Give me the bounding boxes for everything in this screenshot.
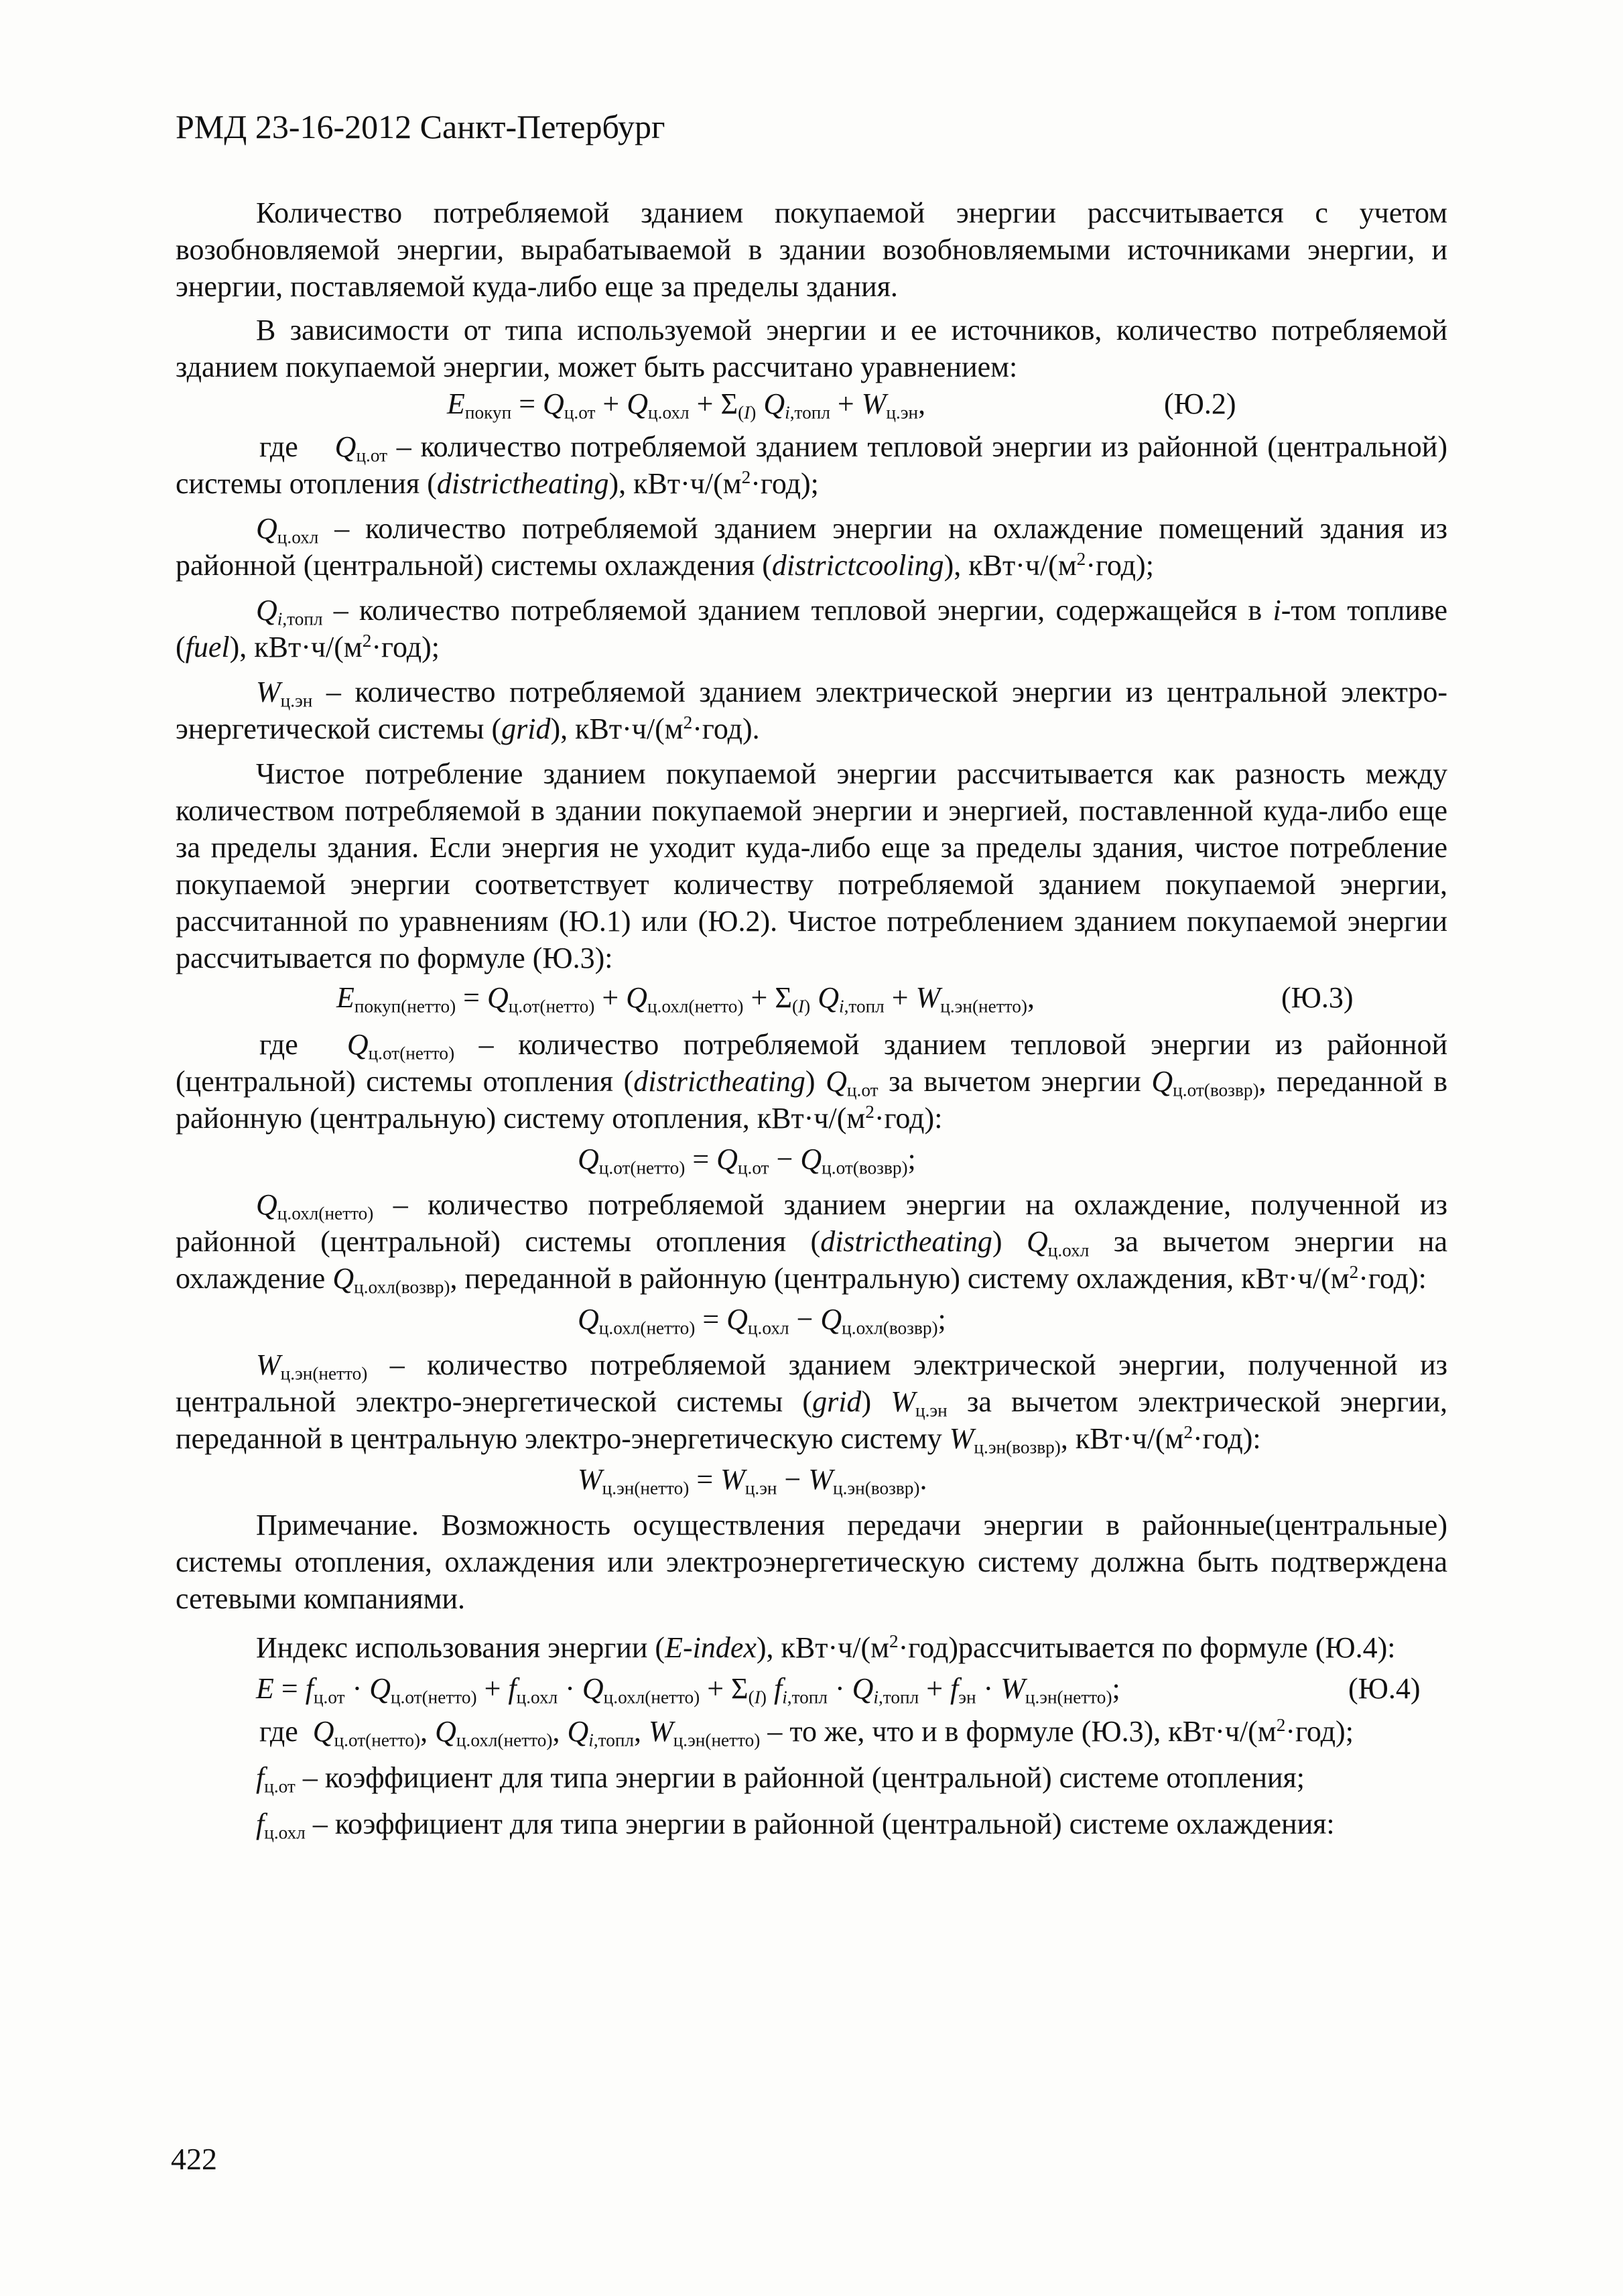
document-header: РМД 23-16-2012 Санкт-Петербург — [176, 108, 665, 145]
definition-w-el-net: $W_{ц.эн(нетто)}$ – количество потребляемой зданием электрической энергии, полученной из центральной электро-энергетической системы (grid) $W_{ц.эн}$ за вычетом электрической энергии, переданной в центральную электро-энергетическую систему $W_{ц.эн(возвр)}$, $кВт\cdot ч/(м^2\cdot год)$: — [176, 1348, 1447, 1458]
formula-w-el-net: $W_{ц.эн(нетто)} = W_{ц.эн} - W_{ц.эн(возвр)}$. — [578, 1463, 927, 1498]
definition-q-cool-net: $Q_{ц.охл(нетто)}$ – количество потребляемой зданием энергии на охлаждение, полученной из районной (центральной) системы отопления (districtheating) $Q_{ц.охл}$ за вычетом энергии на охлаждение $Q_{ц.охл(возвр)}$, переданной в районную (центральную) систему охлаждения, $кВт\cdot ч/(м^2\cdot год)$: — [176, 1188, 1447, 1297]
formula-u2-number: (Ю.2) — [1164, 387, 1236, 420]
formula-u4 — [176, 1666, 1447, 1709]
page-number: 422 — [171, 2142, 217, 2176]
paragraph-2: В зависимости от типа используемой энергии и ее источников, количество потребляемой зданием покупаемой энергии, может быть рассчитано уравнением: — [176, 314, 1447, 383]
formula-u2 — [176, 385, 1447, 428]
definition-q-heat: где $Q_{ц.от}$ – количество потребляемой зданием тепловой энергии из районной (центральной) системы отопления (districtheating), $кВт\cdot ч/(м^2\cdot год)$; — [176, 430, 1447, 500]
definition-q-fuel: $Q_{i,топл}$ – количество потребляемой зданием тепловой энергии, содержащейся в i-том топливе (fuel), $кВт\cdot ч/(м^2\cdot год)$; — [176, 594, 1447, 663]
formula-u3-number: (Ю.3) — [1281, 981, 1354, 1014]
body-text — [176, 194, 1447, 1842]
formula-u3 — [176, 976, 1447, 1019]
note: Примечание. Возможность осуществления передачи энергии в районные(центральные) системы отопления, охлаждения или электроэнергетическую систему должна быть подтверждена сетевыми компаниями. — [176, 1509, 1447, 1615]
definition-same: где $Q_{ц.от(нетто)}$, $Q_{ц.охл(нетто)}$, $Q_{i,топл}$, $W_{ц.эн(нетто)}$ – то же, что и в формуле (Ю.3), $кВт\cdot ч/(м^2\cdot год)$; — [259, 1715, 1354, 1750]
definition-f-heat: $f_{ц.от}$ – коэффициент для типа энергии в районной (центральной) системе отопления; — [256, 1761, 1305, 1797]
definition-w-el: $W_{ц.эн}$ – количество потребляемой зданием электрической энергии из центральной электро-энергетической системы (grid), $кВт\cdot ч/(м^2\cdot год)$. — [176, 676, 1447, 745]
formula-q-heat-net: $Q_{ц.от(нетто)} = Q_{ц.от} - Q_{ц.от(возвр)}$; — [578, 1143, 916, 1178]
formula-u3-expression: $E_{покуп(нетто)} = Q_{ц.от(нетто)} + Q_{ц.охл(нетто)} + \Sigma_{(I)}$ $Q_{i,топл} + W_{ц.эн(нетто)}$, — [336, 981, 1035, 1017]
paragraph-3: Чистое потребление зданием покупаемой энергии рассчитывается как разность между количеством потребляемой в здании покупаемой энергии и энергией, поставленной куда-либо еще за пределы здания. Если энергия не уходит куда-либо еще за пределы здания, чистое потребление покупаемой энергии соответствует количеству потребляемой зданием покупаемой энергии, рассчитанной по уравнениям (Ю.1) или (Ю.2). Чистое потреблением зданием покупаемой энергии рассчитывается по формуле (Ю.3): — [176, 757, 1447, 974]
definition-q-heat-net: где $Q_{ц.от(нетто)}$ – количество потребляемой зданием тепловой энергии из районной (центральной) системы отопления (districtheating) $Q_{ц.от}$ за вычетом энергии $Q_{ц.от(возвр)}$, переданной в районную (центральную) систему отопления, $кВт\cdot ч/(м^2\cdot год)$: — [176, 1028, 1447, 1135]
definition-f-cool: $f_{ц.охл}$ – коэффициент для типа энергии в районной (центральной) системе охлаждения: — [256, 1807, 1335, 1843]
formula-q-cool-net: $Q_{ц.охл(нетто)} = Q_{ц.охл} - Q_{ц.охл(возвр)}$; — [578, 1303, 946, 1338]
paragraph-1: Количество потребляемой зданием покупаемой энергии рассчитывается с учетом возобновляемой энергии, вырабатываемой в здании возобновляемыми источниками энергии, и энергии, поставляемой куда-либо еще за пределы здания. — [176, 196, 1447, 303]
definition-q-cool: $Q_{ц.охл}$ – количество потребляемой зданием энергии на охлаждение помещений здания из районной (центральной) системы охлаждения (districtcooling), $кВт\cdot ч/(м^2\cdot год)$; — [176, 512, 1447, 582]
formula-u4-number: (Ю.4) — [1348, 1672, 1421, 1705]
formula-u4-expression: $E = f_{ц.от} \cdot Q_{ц.от(нетто)} + f_{ц.охл} \cdot Q_{ц.охл(нетто)} + \Sigma_{(I)}$ $f_{i,топл} \cdot Q_{i,топл} + f_{эн} \cdot W_{ц.эн(нетто)}$; — [256, 1672, 1120, 1708]
formula-u2-expression: $E_{покуп} = Q_{ц.от} + Q_{ц.охл} + \Sigma_{(I)}$ $Q_{i,топл} + W_{ц.эн}$, — [447, 387, 926, 423]
paragraph-4: Индекс использования энергии (E-index), $кВт\cdot ч/(м^2\cdot год)рассчитывается$ по формуле (Ю.4): — [256, 1631, 1396, 1664]
